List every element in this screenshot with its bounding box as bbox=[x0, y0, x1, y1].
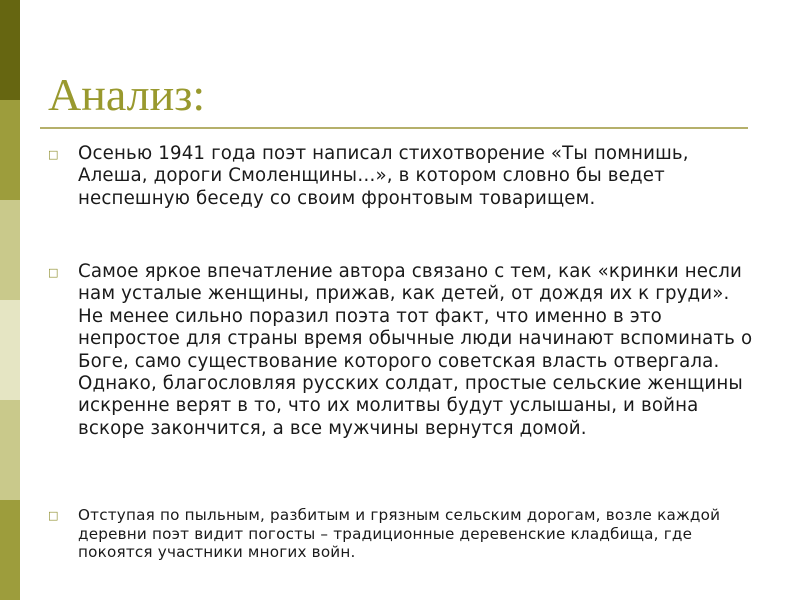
bullet-item-2 bbox=[48, 261, 758, 440]
bullet-marker-icon: □ bbox=[48, 509, 59, 522]
bullet-item-3 bbox=[48, 506, 758, 562]
bullet-item-1 bbox=[48, 143, 758, 210]
bullet-text-3: Отступая по пыльным, разбитым и грязным сельским дорогам, возле каждой деревни поэт видит погосты – традиционные деревенские кладбища, где покоятся участники многих войн. bbox=[78, 506, 721, 562]
bullet-text-2: Самое яркое впечатление автора связано с тем, как «кринки несли нам усталые женщины, прижав, как детей, от дождя их к груди». Не менее сильно поразил поэта тот факт, что именно в это непростое для страны время обычные люди начинают вспоминать о Боге, само существование которого советская власть отвергала. Однако, благословляя русских солдат, простые сельские женщины искренне верят в то, что их молитвы будут услышаны, и война вскоре закончится, а все мужчины вернутся домой. bbox=[78, 261, 753, 439]
slide-title: Анализ: bbox=[48, 69, 206, 120]
bullet-text-1: Осенью 1941 года поэт написал стихотворение «Ты помнишь, Алеша, дороги Смоленщины…», в котором словно бы ведет неспешную беседу со своим фронтовым товарищем. bbox=[78, 143, 689, 209]
bullet-marker-icon: □ bbox=[48, 266, 59, 279]
bullet-marker-icon: □ bbox=[48, 148, 59, 161]
